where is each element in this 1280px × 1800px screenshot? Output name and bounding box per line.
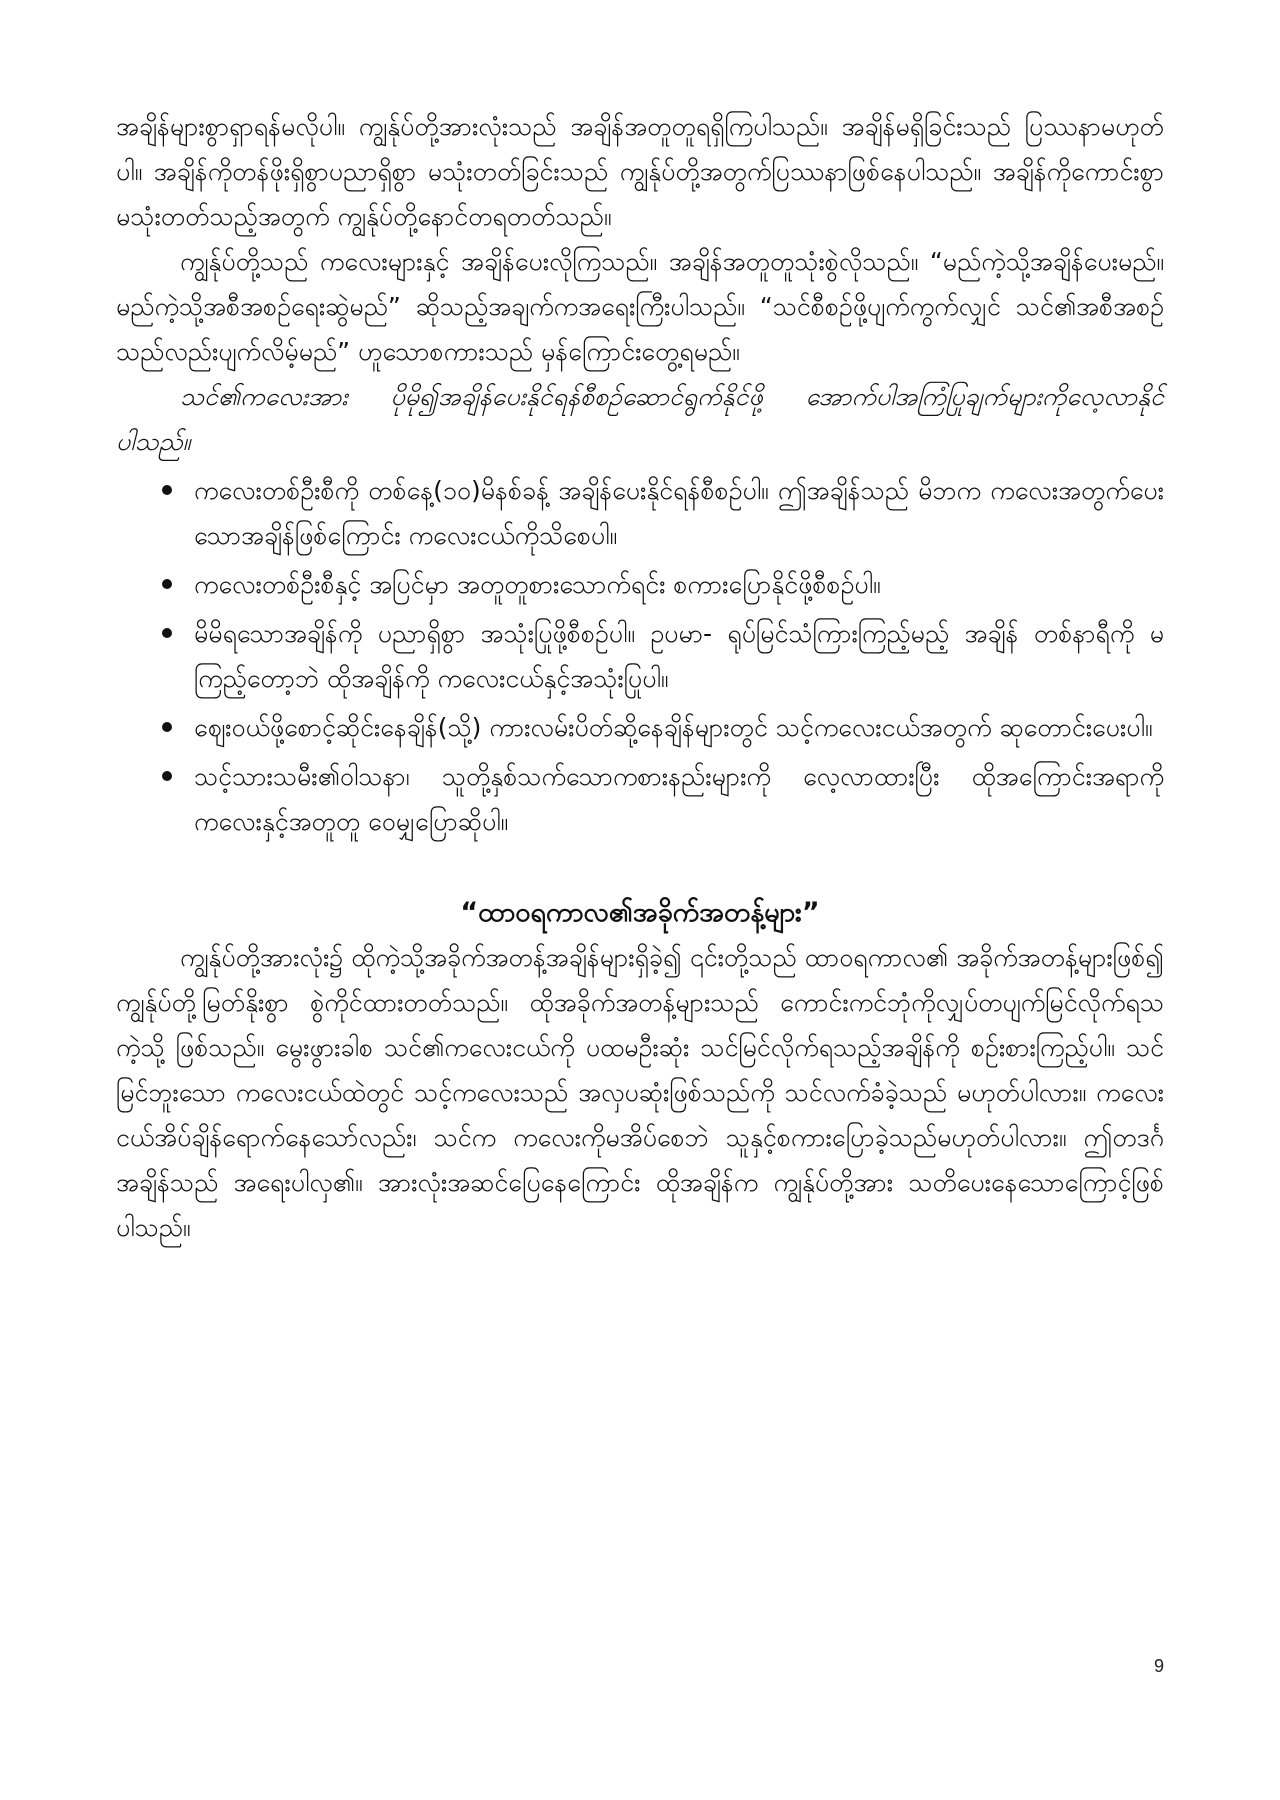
tip-text: မိမိရသောအချိန်ကို ပညာရှိစွာ အသုံးပြုဖို့စီစဉ်ပါ။ ဥပမာ- ရုပ်မြင်သံကြားကြည့်မည့် အချိန် တစ်နာရီကို မကြည့်တော့ဘဲ ထိုအချိန်ကို ကလေးငယ်နှင့်အသုံးပြုပါ။ bbox=[194, 619, 1164, 693]
section-heading: “ထာဝရကာလ၏အခိုက်အတန့်များ” bbox=[460, 897, 820, 928]
bullet-icon bbox=[162, 628, 172, 638]
bullet-icon bbox=[162, 579, 172, 589]
list-item bbox=[116, 611, 1164, 701]
tip-text: ကလေးတစ်ဦးစီကို တစ်နေ့(၁၀)မိနစ်ခန့် အချိန်ပေးနိုင်ရန်စီစဉ်ပါ။ ဤအချိန်သည် မိဘက ကလေးအတွက်ပေးသောအချိန်ဖြစ်ကြောင်း ကလေးငယ်ကိုသိစေပါ။ bbox=[194, 476, 1164, 550]
page-content bbox=[116, 104, 1164, 1250]
tip-text: ဈေးဝယ်ဖို့စောင့်ဆိုင်းနေချိန်(သို့) ကားလမ်းပိတ်ဆို့နေချိန်များတွင် သင့်ကလေးငယ်အတွက် ဆုတောင်းပေးပါ။ bbox=[194, 713, 1153, 742]
tips-intro: သင်၏ကလေးအား ပိုမို၍အချိန်ပေးနိုင်ရန်စီစဉ်ဆောင်ရွက်နိုင်ဖို့ အောက်ပါအကြံပြုချက်များကိုလေ့လာနိုင်ပါသည်။ bbox=[116, 382, 1164, 456]
tip-text: သင့်သားသမီး၏ဝါသနာ၊ သူတို့နှစ်သက်သောကစားနည်းများကို လေ့လာထားပြီး ထိုအကြောင်းအရာကို ကလေးနှင့်အတူတူ ဝေမျှပြောဆိုပါ။ bbox=[194, 762, 1164, 836]
paragraph-1: အချိန်များစွာရှာရန်မလိုပါ။ ကျွန်ုပ်တို့အားလုံးသည် အချိန်အတူတူရရှိကြပါသည်။ အချိန်မရှိခြင်းသည် ပြဿနာမဟုတ်ပါ။ အချိန်ကိုတန်ဖိုးရှိစွာပညာရှိစွာ မသုံးတတ်ခြင်းသည် ကျွန်ုပ်တို့အတွက်ပြဿနာဖြစ်နေပါသည်။ အချိန်ကိုကောင်းစွာ မသုံးတတ်သည့်အတွက် ကျွန်ုပ်တို့နောင်တရတတ်သည်။ bbox=[116, 112, 1164, 231]
list-item bbox=[116, 705, 1164, 750]
bullet-icon bbox=[162, 485, 172, 495]
bullet-icon bbox=[162, 722, 172, 732]
list-item bbox=[116, 754, 1164, 844]
tips-list bbox=[116, 468, 1164, 844]
list-item bbox=[116, 468, 1164, 558]
paragraph-3: ကျွန်ုပ်တို့အားလုံး၌ ထိုကဲ့သို့အခိုက်အတန့်အချိန်များရှိခဲ့၍ ၎င်းတို့သည် ထာဝရကာလ၏ အခိုက်အတန့်များဖြစ်၍ ကျွန်ုပ်တို့မြတ်နိုးစွာ စွဲကိုင်ထားတတ်သည်။ ထိုအခိုက်အတန့်များသည် ကောင်းကင်ဘုံကိုလျှပ်တပျက်မြင်လိုက်ရသကဲ့သို့ ဖြစ်သည်။ မွေးဖွားခါစ သင်၏ကလေးငယ်ကို ပထမဦးဆုံး သင်မြင်လိုက်ရသည့်အချိန်ကို စဉ်းစားကြည့်ပါ။ သင်မြင်ဘူးသော ကလေးငယ်ထဲတွင် သင့်ကလေးသည် အလှပဆုံးဖြစ်သည်ကို သင်လက်ခံခဲ့သည် မဟုတ်ပါလား။ ကလေးငယ်အိပ်ချိန်ရောက်နေသော်လည်း၊ သင်က ကလေးကိုမအိပ်စေဘဲ သူနှင့်စကားပြောခဲ့သည်မဟုတ်ပါလား။ ဤတဒင်္ဂအချိန်သည် အရေးပါလှ၏။ အားလုံးအဆင်ပြေနေကြောင်း ထိုအချိန်က ကျွန်ုပ်တို့အား သတိပေးနေသောကြောင့်ဖြစ်ပါသည်။ bbox=[116, 943, 1164, 1242]
tip-text: ကလေးတစ်ဦးစီနှင့် အပြင်မှာ အတူတူစားသောက်ရင်း စကားပြောနိုင်ဖို့စီစဉ်ပါ။ bbox=[194, 570, 881, 599]
paragraph-2: ကျွန်ုပ်တို့သည် ကလေးများနှင့် အချိန်ပေးလိုကြသည်။ အချိန်အတူတူသုံးစွဲလိုသည်။ “မည်ကဲ့သို့အချိန်ပေးမည်။ မည်ကဲ့သို့အစီအစဉ်ရေးဆွဲမည်” ဆိုသည့်အချက်ကအရေးကြီးပါသည်။ “သင်စီစဉ်ဖို့ပျက်ကွက်လျှင် သင်၏အစီအစဉ်သည်လည်းပျက်လိမ့်မည်” ဟူသောစကားသည် မှန်ကြောင်းတွေ့ရမည်။ bbox=[116, 247, 1164, 366]
page-number: 9 bbox=[1153, 1656, 1164, 1676]
bullet-icon bbox=[162, 771, 172, 781]
list-item bbox=[116, 562, 1164, 607]
